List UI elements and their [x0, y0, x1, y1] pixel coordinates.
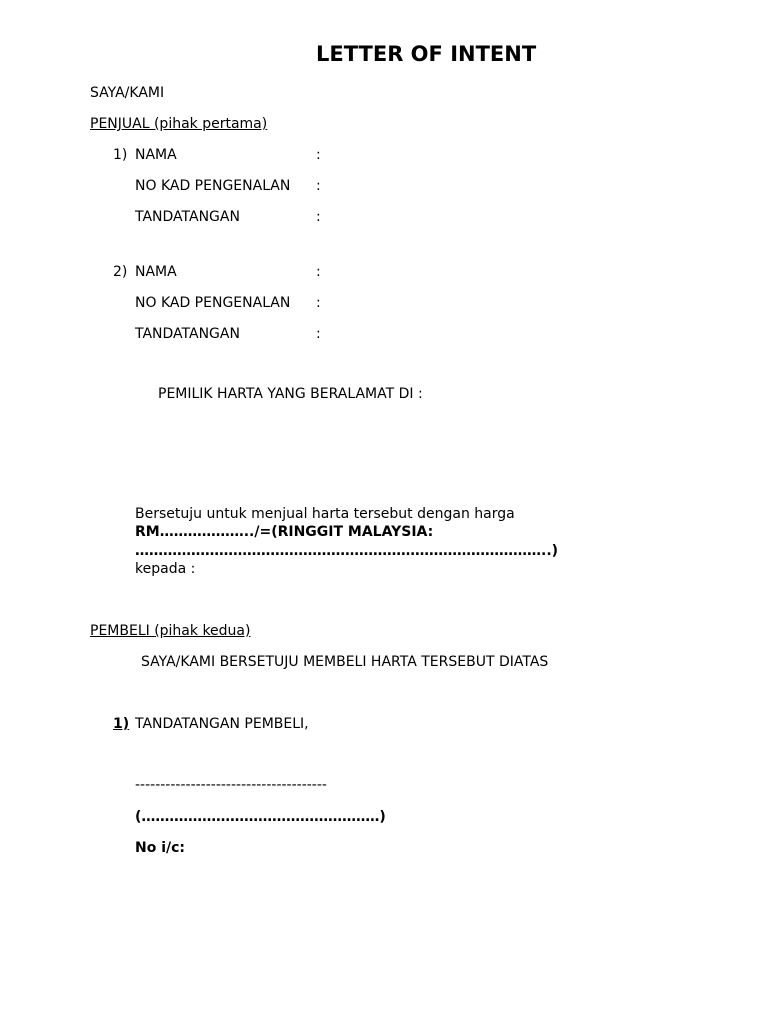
document-title: LETTER OF INTENT — [316, 42, 537, 66]
buyer-heading: PEMBELI (pihak kedua) — [90, 623, 251, 639]
to-line: kepada : — [135, 561, 196, 577]
signature-colon: : — [316, 209, 321, 225]
buyer-name-blank: (……………………………………………) — [135, 809, 386, 825]
buyer-agreement: SAYA/KAMI BERSETUJU MEMBELI HARTA TERSEBUT DIATAS — [141, 654, 549, 670]
ic-label: NO KAD PENGENALAN — [135, 295, 291, 311]
name-colon: : — [316, 264, 321, 280]
property-owner-text: PEMILIK HARTA YANG BERALAMAT DI : — [158, 386, 423, 402]
seller-number: 1) — [113, 147, 128, 163]
name-label: NAMA — [135, 264, 177, 280]
name-label: NAMA — [135, 147, 177, 163]
ic-colon: : — [316, 178, 321, 194]
buyer-ic-label: No i/c: — [135, 840, 186, 856]
intro-text: SAYA/KAMI — [90, 85, 165, 101]
signature-rule: -------------------------------------- — [135, 777, 327, 793]
price-words-line: ……………………………………………………………………………..) — [135, 543, 559, 559]
signature-colon: : — [316, 326, 321, 342]
price-line: RM………………../=(RINGGIT MALAYSIA: — [135, 524, 434, 540]
ic-colon: : — [316, 295, 321, 311]
ic-label: NO KAD PENGENALAN — [135, 178, 291, 194]
agreement-line: Bersetuju untuk menjual harta tersebut dengan harga — [135, 506, 515, 522]
signature-label: TANDATANGAN — [135, 209, 240, 225]
buyer-signature-label: TANDATANGAN PEMBELI, — [135, 716, 309, 732]
signature-label: TANDATANGAN — [135, 326, 240, 342]
name-colon: : — [316, 147, 321, 163]
buyer-number: 1) — [113, 716, 130, 732]
seller-heading: PENJUAL (pihak pertama) — [90, 116, 268, 132]
seller-number: 2) — [113, 264, 128, 280]
